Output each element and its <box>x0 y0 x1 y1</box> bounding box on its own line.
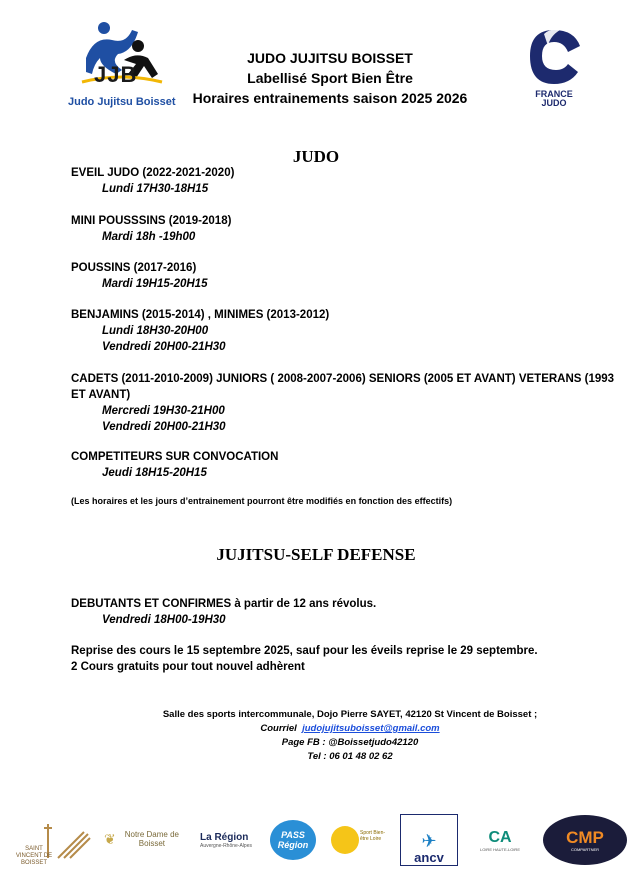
group-cadets-seniors <box>71 371 621 435</box>
partners-bar <box>0 808 632 871</box>
jujitsu-section-title: JUJITSU-SELF DEFENSE <box>216 545 416 564</box>
france-judo-text: FRANCE JUDO <box>535 89 573 108</box>
schedule-line: Vendredi 20H00-21H30 <box>102 341 226 353</box>
contact-block <box>100 708 600 764</box>
group-title: COMPETITEURS SUR CONVOCATION <box>71 451 279 463</box>
title-block <box>180 48 480 108</box>
mail-label: Courriel <box>260 723 297 734</box>
group-eveil <box>71 165 621 197</box>
mail-line <box>100 722 600 736</box>
group-title: MINI POUSSSINS (2019-2018) <box>71 215 232 227</box>
reprise-line: Reprise des cours le 15 septembre 2025, sauf pour les éveils reprise le 29 septembre. <box>71 645 538 657</box>
group-poussins <box>71 260 621 292</box>
group-title: EVEIL JUDO (2022-2021-2020) <box>71 167 235 179</box>
group-title: POUSSINS (2017-2016) <box>71 262 197 274</box>
group-title: CADETS (2011-2010-2009) JUNIORS ( 2008-2007-2006) SENIORS (2005 ET AVANT) VETERANS (1993 ET AVANT) <box>71 373 615 401</box>
schedule-line: Jeudi 18H15-20H15 <box>102 467 207 479</box>
schedule-note: (Les horaires et les jours d’entrainement pourront être modifiés en fonction des effectifs) <box>71 496 453 506</box>
partner-notre-dame-logo: ❦ Notre Dame de Boisset <box>104 830 179 848</box>
schedule-line: Vendredi 20H00-21H30 <box>102 421 226 433</box>
schedule-line: Mercredi 19H30-21H00 <box>102 405 225 417</box>
partner-credit-agricole-logo: CA LOIRE HAUTE-LOIRE <box>479 828 520 852</box>
partner-cmp-logo: CMP COMPARTNER <box>542 814 628 866</box>
group-jujitsu <box>71 596 621 628</box>
club-name: JUDO JUJITSU BOISSET <box>247 50 413 66</box>
group-mini-poussins <box>71 213 621 245</box>
schedule-line: Vendredi 18H00-19H30 <box>102 614 226 626</box>
france-judo-emblem-icon <box>524 26 584 88</box>
group-benjamins-minimes <box>71 307 621 355</box>
group-title: BENJAMINS (2015-2014) , MINIMES (2013-2012) <box>71 309 330 321</box>
header <box>0 0 632 125</box>
facebook-page: Page FB : @Boissetjudo42120 <box>281 737 419 748</box>
schedule-line: Mardi 19H15-20H15 <box>102 278 208 290</box>
free-lessons-line: 2 Cours gratuits pour tout nouvel adhèrent <box>71 661 305 673</box>
season-title: Horaires entrainements saison 2025 2026 <box>192 90 468 106</box>
schedule-line: Mardi 18h -19h00 <box>102 231 196 243</box>
mail-link[interactable]: judojujitsuboisset@gmail.com <box>302 723 440 734</box>
phone: Tel : 06 01 48 02 62 <box>307 751 393 762</box>
reprise-info <box>71 643 591 675</box>
partner-pass-region-logo: PASS Région <box>268 818 318 862</box>
club-logo <box>66 18 178 114</box>
group-competiteurs <box>71 449 621 481</box>
partner-sport-bien-etre-logo: Sport Bien-être Loire <box>330 816 392 864</box>
partner-ancv-logo: ✈ ancv <box>400 814 458 866</box>
schedule-line: Lundi 18H30-20H00 <box>102 325 209 337</box>
bird-icon: ✈ <box>421 831 437 851</box>
club-logo-text: JJB <box>94 62 138 87</box>
club-logo-caption: Judo Jujitsu Boisset <box>68 96 176 108</box>
france-judo-logo <box>524 26 584 110</box>
group-title: DEBUTANTS ET CONFIRMES à partir de 12 ans révolus. <box>71 598 377 610</box>
partner-region-logo: La Région Auvergne-Rhône-Alpes <box>200 831 252 849</box>
schedule-line: Lundi 17H30-18H15 <box>102 183 209 195</box>
address: Salle des sports intercommunale, Dojo Pierre SAYET, 42120 St Vincent de Boisset ; <box>162 709 538 720</box>
judo-section-title: JUDO <box>292 147 340 166</box>
label-line: Labellisé Sport Bien Être <box>247 70 413 86</box>
leaf-icon: ❦ <box>104 830 116 847</box>
sport-bien-etre-icon <box>330 820 360 860</box>
partner-saint-vincent-logo: SAINT VINCENT DE BOISSET <box>14 818 92 864</box>
